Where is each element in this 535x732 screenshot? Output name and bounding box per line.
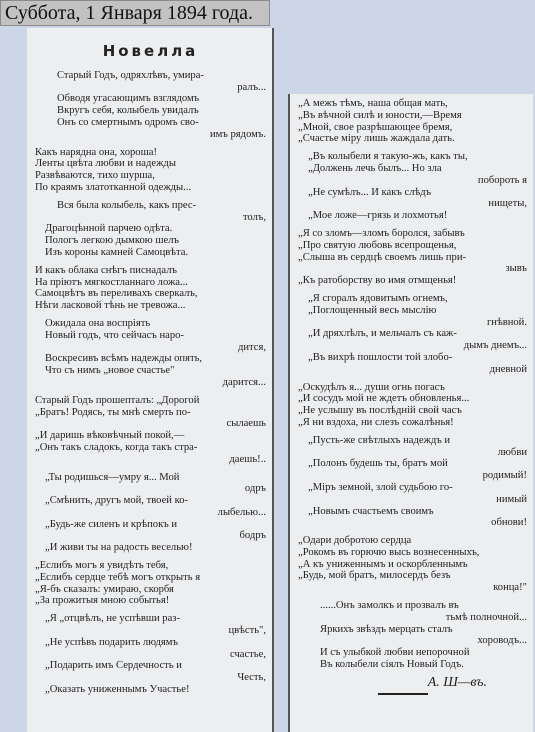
left-stanzas (35, 70, 266, 696)
poem-line: „Должень лечь былъ... Но зла (308, 162, 442, 174)
poem-line: „Оказать униженнымъ Участье! (45, 684, 190, 696)
poem-line: „Слыша въ сердцѣ своемъ лишь при- (298, 251, 467, 263)
stanza (35, 395, 266, 466)
poem-line: родимый! (482, 470, 527, 482)
stanza (35, 613, 266, 696)
poem-line: бодръ (239, 530, 266, 542)
poem-line: лыбелью... (217, 506, 266, 518)
stanza (298, 535, 527, 594)
poem-line: „Одари добротою сердца (298, 535, 412, 547)
poem-line: „Въ колыбели я такую-жъ, какъ ты, (308, 151, 468, 163)
poem-line: По краямъ златотканной одежды... (35, 181, 192, 193)
stanza (298, 293, 527, 376)
poem-line: „Не услышу въ послѣдній свой часъ (298, 405, 462, 417)
poem-line: Какъ нарядна она, хороша! (35, 146, 157, 158)
poem-line: „И даришь вѣковѣчный покой,— (35, 430, 185, 442)
poem-line: Самоцвѣтъ въ переливахъ сверкалъ, (35, 288, 198, 300)
poem-line: И съ улыбкой любви непорочной (320, 647, 470, 659)
poem-line: „Въ вихрѣ пошлости той злобо- (308, 351, 453, 363)
poem-line: „Поглощенный весь мыслію (308, 304, 437, 316)
poem-line: „Подарить имъ Сердечность и (45, 660, 182, 672)
stanza (35, 70, 266, 141)
poem-line: „Новымъ счастьемъ своимъ (308, 505, 434, 517)
stanza (298, 151, 527, 222)
poem-line: „Міръ земной, злой судьбою го- (308, 481, 453, 493)
poem-line: „И дряхлѣлъ, и мельчалъ съ каж- (308, 328, 457, 340)
poem-line: „Не успѣвъ подарить людямъ (45, 636, 178, 648)
poem-line: Ожидала она воспріять (45, 317, 151, 329)
right-column (288, 94, 533, 732)
poem-line: Нѣги ласковой тѣнь не тревожа... (35, 300, 186, 312)
poem-line: „Будь-же силенъ и крѣпокъ и (45, 518, 178, 530)
poem-line: обнови! (491, 517, 527, 529)
poem-line: „Въ вѣчной силѣ и юности,—Время (298, 109, 462, 121)
poem-line: гнѣвной. (486, 316, 527, 328)
poem-line: „Смѣнить, другъ мой, твоей ко- (45, 495, 189, 507)
poem-line: „Къ ратоборству во имя отмщенья! (298, 275, 457, 287)
poem-line: Ленты цвѣта любви и надежды (35, 158, 176, 170)
poem-line: дымъ днемъ... (463, 340, 527, 352)
poem-line: Старый Годъ прошепталъ: „Дорогой (35, 394, 200, 406)
poem-line: „Рокомъ въ горючю высь вознесенныхъ, (298, 546, 480, 558)
poem-line: Старый Годъ, одряхлѣвъ, умира- (57, 69, 204, 81)
poem-line: зывъ (505, 263, 527, 275)
poem-line: хороводъ... (477, 635, 527, 647)
poem-line: Честь, (237, 672, 266, 684)
poem-line: „За прожитыя мною событья! (35, 595, 170, 607)
poem-line: дневной (489, 363, 527, 375)
poem-line: „А межъ тѣмъ, наша общая мать, (298, 98, 448, 109)
author-signature: А. Ш—въ. (427, 674, 487, 690)
poem-line: Новый годъ, что сейчасъ наро- (45, 329, 184, 341)
poem-line: „Еслибъ сердце тебѣ могъ открыть я (35, 571, 201, 583)
poem-line: Вся была колыбель, какъ прес- (57, 199, 197, 211)
stanza (298, 228, 527, 287)
poem-line: „Я ни вздоха, ни слезъ сожалѣнья! (298, 416, 454, 428)
poem-line: Вкругъ себя, колыбель увидалъ (57, 105, 199, 117)
poem-line: Обводя угасающимъ взглядомъ (57, 93, 200, 105)
stanza (35, 147, 266, 194)
poem-line: „Не сумѣлъ... И какъ слѣдъ (308, 186, 432, 198)
poem-line: И какъ облака снѣгъ писнадалъ (35, 264, 177, 276)
poem-line: „Мной, свое разрѣшающее бремя, (298, 121, 453, 133)
poem-line: „Онъ такъ сладокъ, когда такъ стра- (35, 441, 198, 453)
poem-line: нищеты, (488, 198, 527, 210)
issue-date-header: Суббота, 1 Января 1894 года. (0, 0, 270, 26)
poem-line: „И сосудъ мой не ждетъ обновленья... (298, 393, 470, 405)
poem-line: „Я-бъ сказалъ: умираю, скорбя (35, 583, 174, 595)
poem-line: Въ колыбели сіялъ Новый Годъ. (320, 659, 464, 671)
poem-line: „А къ униженнымъ и оскорбленнымъ (298, 558, 468, 570)
right-stanzas (298, 98, 527, 671)
stanza (35, 318, 266, 389)
poem-line: „Счастье міру лишь жаждала дать. (298, 133, 455, 145)
poem-line: „Ты родишься—умру я... Мой (45, 471, 180, 483)
poem-line: „Я „отцвѣлъ, не успѣвши раз- (45, 613, 181, 625)
poem-line: даешь!.. (229, 453, 266, 465)
poem-line: „Оскудѣлъ я... души огнь погасъ (298, 381, 445, 393)
poem-line: „Я со зломъ—зломъ боролся, забывъ (298, 227, 465, 239)
poem-line: На пріютъ мягкостланнаго ложа... (35, 276, 188, 288)
stanza (35, 560, 266, 607)
poem-line: конца!" (493, 582, 527, 594)
poem-line: сылаешь (226, 418, 266, 430)
poem-line: дится, (237, 341, 266, 353)
poem-line: Развѣваются, тихо шурша, (35, 170, 155, 182)
poem-line: толъ, (242, 211, 266, 223)
poem-line: „Еслибъ могъ я увидѣть тебя, (35, 560, 169, 572)
poem-line: Воскресивъ всѣмъ надежды опять, (45, 353, 203, 365)
poem-line: имъ рядомъ. (210, 128, 266, 140)
poem-line: „Пусть-же свѣтлыхъ надеждъ и (308, 434, 451, 446)
poem-line: тьмѣ полночной... (445, 611, 527, 623)
poem-line: Пологъ легкою дымкою шелъ (45, 235, 179, 247)
stanza (298, 435, 527, 529)
poem-line: „Полонъ будешь ты, братъ мой (308, 458, 448, 470)
poem-line: побороть я (477, 174, 527, 186)
poem-line: Яркихъ звѣздъ мерцать сталъ (320, 623, 453, 635)
poem-line: Драгоцѣнной парчею одѣта. (45, 223, 173, 235)
poem-line: нимый (496, 493, 527, 505)
poem-line: Что съ нимъ „новое счастье" (45, 365, 175, 377)
signature-underline (378, 693, 428, 695)
poem-line: одръ (244, 483, 266, 495)
stanza (298, 382, 527, 429)
poem-line: Онъ со смертнымъ одромъ сво- (57, 116, 199, 128)
poem-line: „Мое ложе—грязь и лохмотья! (308, 210, 448, 222)
poem-title: Новелла (102, 42, 199, 60)
stanza (35, 265, 266, 312)
poem-line: любви (497, 446, 527, 458)
poem-line: „И живи ты на радость веселью! (45, 542, 193, 554)
poem-line: Изъ короны камней Самоцвѣта. (45, 246, 189, 258)
poem-line: „Я сгоралъ ядовитымъ огнемъ, (308, 292, 448, 304)
poem-line: счастье, (229, 648, 266, 660)
poem-line: дарится... (222, 376, 266, 388)
stanza (298, 98, 527, 145)
stanza (298, 600, 527, 671)
poem-line: „Братъ! Родясь, ты мнѣ смерть по- (35, 406, 191, 418)
poem-line: ......Онъ замолкъ и прозвалъ въ (320, 600, 459, 612)
poem-line: ралъ... (237, 81, 266, 93)
stanza (35, 200, 266, 259)
poem-line: „Про святую любовь всепрощенья, (298, 239, 457, 251)
left-column (27, 28, 274, 732)
poem-line: цвѣсть", (228, 625, 266, 637)
stanza (35, 472, 266, 555)
poem-line: „Будь, мой братъ, милосердъ безъ (298, 570, 451, 582)
